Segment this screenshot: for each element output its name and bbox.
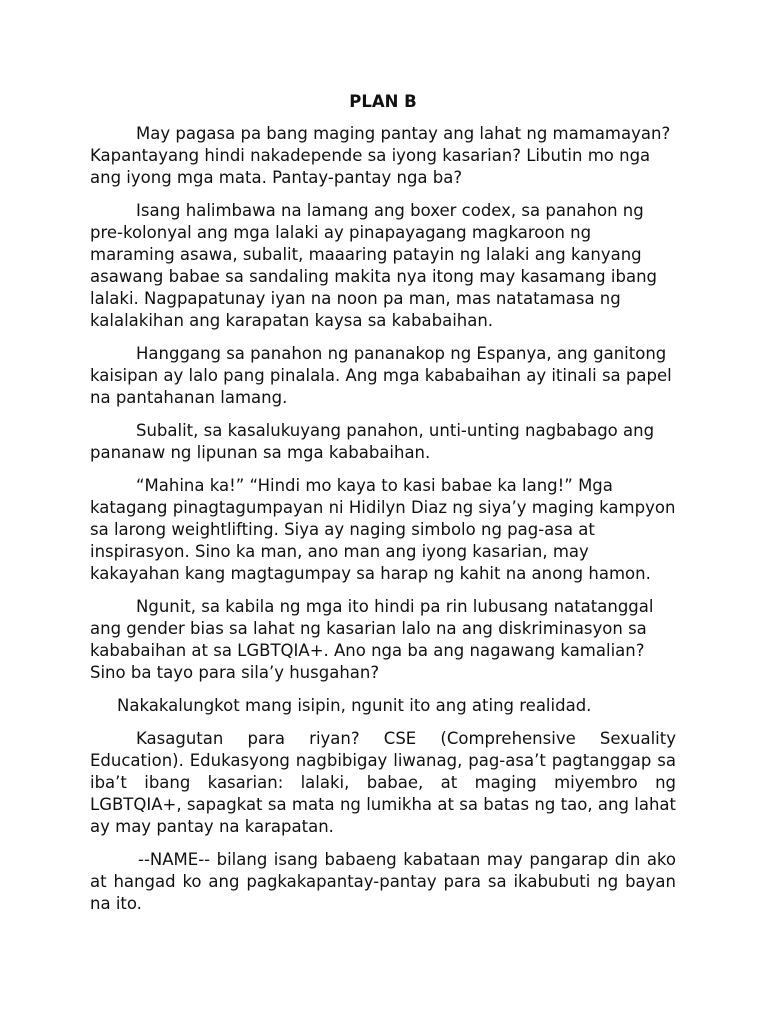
paragraph-3: Hanggang sa panahon ng pananakop ng Espanya, ang ganitong kaisipan ay lalo pang pinalala. Ang mga kababaihan ay itinali sa papel na pantahanan lamang. <box>90 344 672 407</box>
paragraph-1: May pagasa pa bang maging pantay ang lahat ng mamamayan? Kapantayang hindi nakadepende sa iyong kasarian? Libutin mo nga ang iyong mga mata. Pantay-pantay nga ba? <box>90 124 671 187</box>
paragraph-5: “Mahina ka!” “Hindi mo kaya to kasi babae ka lang!” Mga katagang pinagtagumpayan ni Hidilyn Diaz ng siya’y maging kampyon sa larong weightlifting. Siya ay naging simbolo ng pag-asa at inspirasyon. Sino ka man, ano man ang iyong kasarian, may kakayahan kang magtagumpay sa harap ng kahit na anong hamon. <box>90 476 676 583</box>
document-body <box>90 90 676 926</box>
paragraph-8: Kasagutan para riyan? CSE (Comprehensive Sexuality Education). Edukasyong nagbibigay liwanag, pag-asa’t pagtanggap sa iba’t ibang kasarian: lalaki, babae, at maging miyembro ng LGBTQIA+, sapagkat sa mata ng lumikha at sa batas ng tao, ang lahat ay may pantay na karapatan. <box>90 729 676 836</box>
document-title: PLAN B <box>349 92 417 111</box>
paragraph-7: Nakakalungkot mang isipin, ngunit ito ang ating realidad. <box>117 696 592 715</box>
paragraph-9: --NAME-- bilang isang babaeng kabataan may pangarap din ako at hangad ko ang pagkakapantay-pantay para sa ikabubuti ng bayan na ito. <box>90 850 676 913</box>
paragraph-2: Isang halimbawa na lamang ang boxer codex, sa panahon ng pre-kolonyal ang mga lalaki ay pinapayagang magkaroon ng maraming asawa, subalit, maaaring patayin ng lalaki ang kanyang asawang babae sa sandaling makita nya itong may kasamang ibang lalaki. Nagpapatunay iyan na noon pa man, mas natatamasa ng kalalakihan ang karapatan kaysa sa kababaihan. <box>90 201 658 330</box>
paragraph-4: Subalit, sa kasalukuyang panahon, unti-unting nagbabago ang pananaw ng lipunan sa mga kababaihan. <box>90 421 655 462</box>
paragraph-6: Ngunit, sa kabila ng mga ito hindi pa rin lubusang natatanggal ang gender bias sa lahat ng kasarian lalo na ang diskriminasyon sa kababaihan at sa LGBTQIA+. Ano nga ba ang nagawang kamalian? Sino ba tayo para sila’y husgahan? <box>90 597 654 682</box>
